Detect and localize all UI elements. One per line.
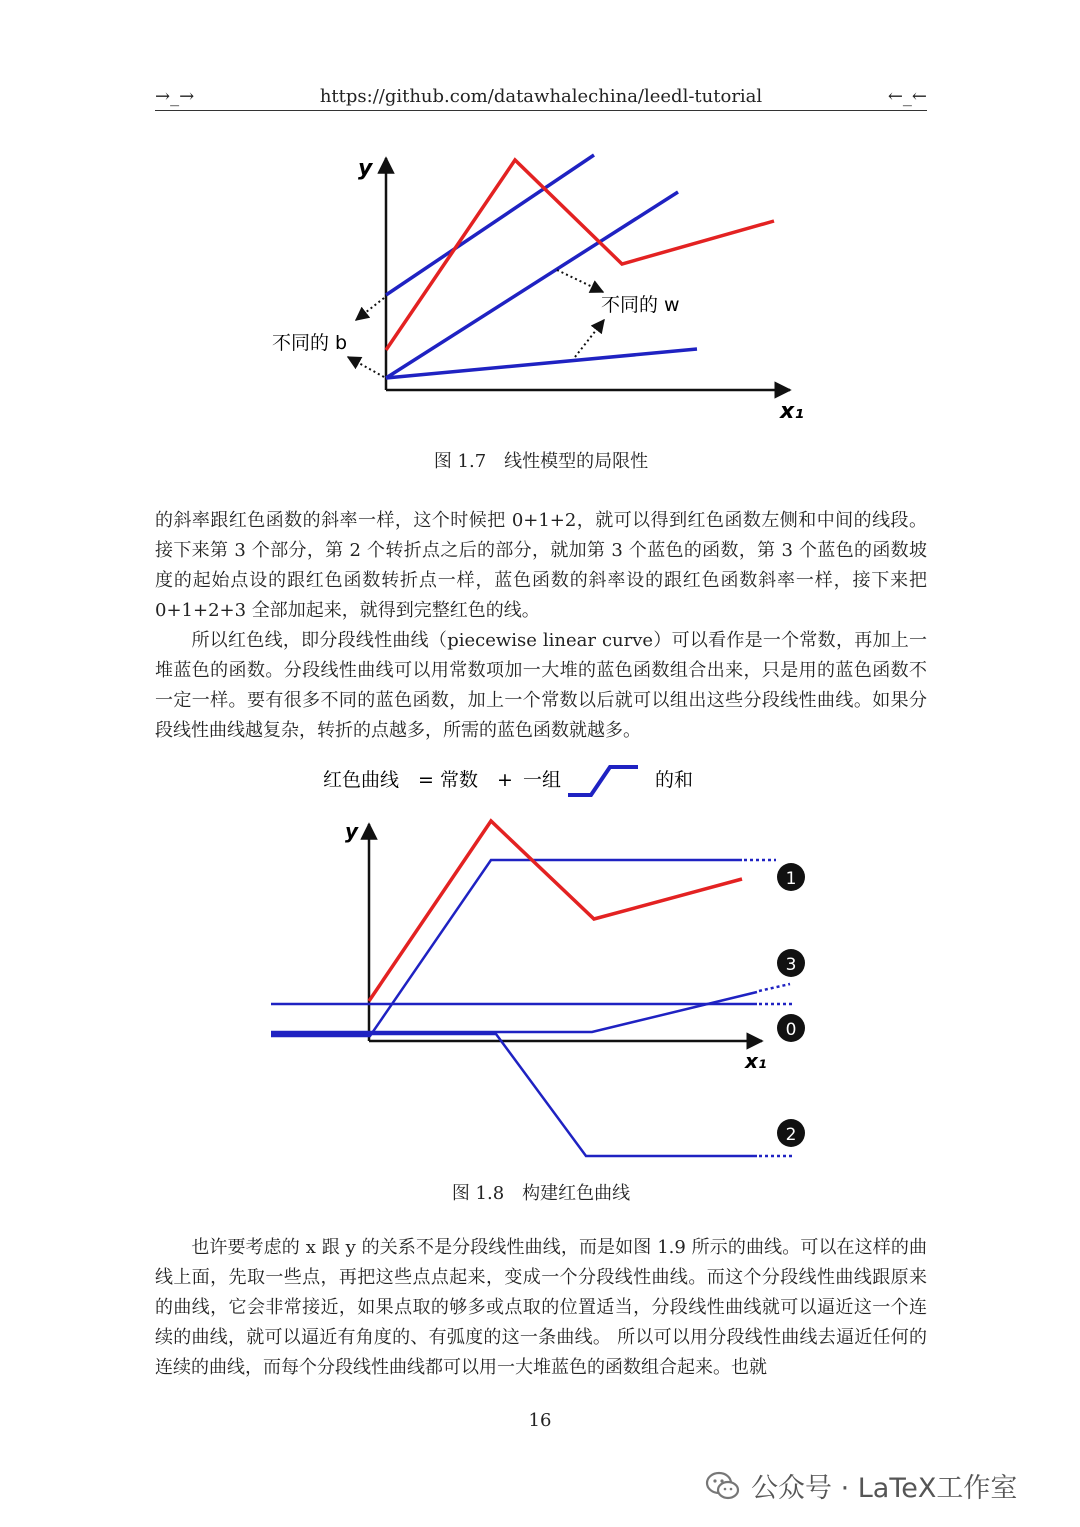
paragraph-1: 的斜率跟红色函数的斜率一样，这个时候把 0+1+2，就可以得到红色函数左侧和中间的线段。接下来第 3 个部分，第 2 个转折点之后的部分，就加第 3 个蓝色的函数，第 3 个蓝色的函数坡度的起始点设的跟红色函数转折点一样，蓝色函数的斜率设的跟红色函数斜率一样，接下来把 0+1+2+3 全部加起来，就得到完整红色的线。 (155, 510, 927, 621)
arrow-w-top (557, 270, 603, 292)
badge-3 (777, 949, 805, 977)
label-different-w: 不同的 w (601, 294, 680, 316)
paragraph-3: 也许要考虑的 x 跟 y 的关系不是分段线性曲线，而是如图 1.9 所示的曲线。可以在这样的曲线上面，先取一些点，再把这些点点起来，变成一个分段线性曲线。而这个分段线性曲线跟原来的曲线，它会非常接近，如果点取的够多或点取的位置适当，分段线性曲线就可以逼近这一个连续的曲线，就可以逼近有角度的、有弧度的这一条曲线。 所以可以用分段线性曲线去逼近任何的连续的曲线，而每个分段线性曲线都可以用一大堆蓝色的函数组合起来。也就 (155, 1237, 927, 1378)
x-axis-label-2: x₁ (745, 1049, 767, 1073)
badge-2 (777, 1119, 805, 1147)
blue-line-low (386, 349, 697, 378)
arrow-b-bottom (348, 357, 384, 377)
page-number: 16 (528, 1410, 552, 1431)
blue-function-2 (271, 1034, 757, 1156)
blue-function-1 (271, 860, 742, 1036)
formula-group: 一组 (523, 769, 562, 791)
y-axis-label: y (358, 156, 373, 181)
watermark-text: 公众号 · LaTeX工作室 (751, 1473, 1018, 1504)
svg-text:0: 0 (785, 1020, 797, 1040)
arrow-w-bottom (575, 320, 604, 357)
figure-build-red-curve (0, 760, 1080, 1170)
running-header (155, 84, 927, 111)
header-right: ←_← (887, 86, 927, 107)
wechat-icon (705, 1471, 741, 1501)
formula-red-curve: 红色曲线 (323, 769, 400, 791)
figure-1-8-caption: 图 1.8 构建红色曲线 (451, 1183, 631, 1204)
blue-function-3 (271, 992, 757, 1032)
red-piecewise-curve (369, 821, 742, 1001)
svg-text:2: 2 (785, 1125, 797, 1145)
svg-text:3: 3 (785, 955, 797, 975)
y-axis-label-2: y (345, 819, 359, 843)
formula-sum: 的和 (655, 769, 694, 791)
badge-0 (777, 1014, 805, 1042)
header-url: https://github.com/datawhalechina/leedl-tutorial (319, 86, 763, 107)
watermark (705, 1466, 1017, 1505)
badge-1 (777, 863, 805, 891)
blue-line-top (386, 155, 594, 295)
figure-linear-model-limit (0, 140, 1080, 430)
arrow-b-top (356, 298, 384, 320)
formula-plus: + (497, 769, 513, 791)
formula-sigmoid-icon (568, 767, 638, 795)
blue-function-3-dots (759, 984, 790, 991)
label-different-b: 不同的 b (272, 332, 348, 354)
x-axis-label: x₁ (780, 399, 804, 424)
figure-1-7-caption: 图 1.7 线性模型的局限性 (433, 451, 649, 472)
formula-equals-const: = 常数 (418, 769, 478, 791)
header-left: →_→ (155, 86, 195, 107)
paragraph-2: 所以红色线，即分段线性曲线（piecewise linear curve）可以看作是一个常数，再加上一堆蓝色的函数。分段线性曲线可以用常数项加一大堆的蓝色函数组合出来，只是用的蓝色函数不一定一样。要有很多不同的蓝色函数，加上一个常数以后就可以组出这些分段线性曲线。如果分段线性曲线越复杂，转折的点越多，所需的蓝色函数就越多。 (155, 630, 927, 741)
svg-text:1: 1 (785, 869, 797, 889)
